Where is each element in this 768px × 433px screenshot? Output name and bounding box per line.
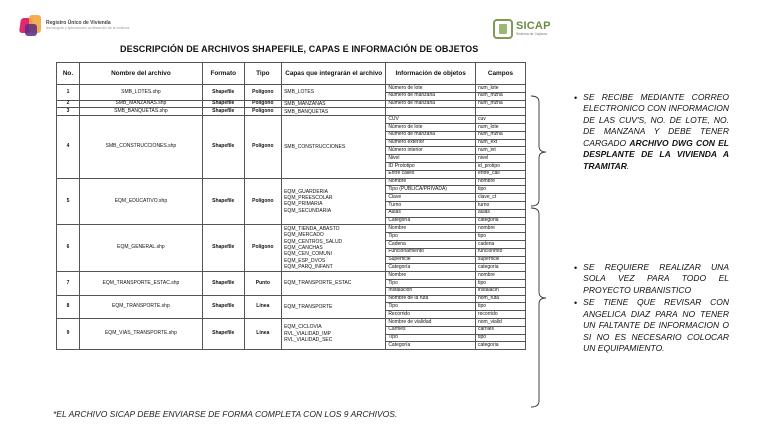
notes-proyecto [574,262,729,355]
field-name: carriles [475,326,525,334]
object-info: Nombre [386,272,476,280]
file-format: Shapefile [202,116,244,178]
table-header-row [57,63,526,85]
layer-name: EQM_ESP_DVOS [284,257,326,264]
field-name: tipo [475,334,525,342]
object-info: Superficie [386,256,476,264]
table-body [57,85,526,350]
field-name: tipo [475,303,525,311]
geometry-type: Polígono [244,225,282,272]
layer-name: SMB_MANZANAS [284,100,326,107]
object-info: Funcionamiento [386,248,476,256]
field-name: tipo [475,186,525,194]
file-name: SMB_MANZANAS.shp [79,100,202,108]
object-info [386,108,476,116]
layer-name: EQM_PARQ_INFANT [284,264,333,271]
layers-cell [282,100,386,108]
layer-name: EQM_CENTROS_SALUD [284,238,343,245]
object-info: Instalación [386,287,476,295]
layers-cell [282,85,386,101]
row-number: 6 [57,225,80,272]
field-name: funcionmto [475,248,525,256]
file-format: Shapefile [202,225,244,272]
document-title: DESCRIPCIÓN DE ARCHIVOS SHAPEFILE, CAPAS E INFORMACIÓN DE OBJETOS [120,44,479,54]
object-info: Aulas [386,209,476,217]
header-formato: Formato [202,63,244,85]
header-objetos: Información de objetos [386,63,476,85]
layer-name: EQM_PRIMARIA [284,201,323,208]
object-info: Nivel [386,155,476,163]
object-info: Número de manzana [386,100,476,108]
object-info: Número de lote [386,85,476,93]
object-info: Número interior [386,147,476,155]
field-name: num_ext [475,139,525,147]
ruv-logo [20,15,129,37]
object-info: Número exterior [386,139,476,147]
row-number: 7 [57,272,80,295]
ruv-logo-text: Registro Único de Vivienda [46,20,111,27]
field-name: instalacin [475,287,525,295]
row-number: 4 [57,116,80,178]
object-info: CUV [386,116,476,124]
bullet-icon: • [574,263,578,273]
object-info: Tipo (PÚBLICA/PRIVADA) [386,186,476,194]
field-name: superficie [475,256,525,264]
layer-name: EQM_GUARDERIA [284,188,328,195]
field-name: num_mzna [475,131,525,139]
object-info: Número de manzana [386,131,476,139]
table-row [57,108,526,116]
field-name: nombre [475,272,525,280]
shapefile-table [56,62,526,350]
object-info: Cadena [386,240,476,248]
geometry-type: Línea [244,318,282,349]
table-row [57,225,526,233]
field-name: tipo [475,279,525,287]
row-number: 9 [57,318,80,349]
row-number: 8 [57,295,80,318]
field-name: num_mzna [475,100,525,108]
object-info: Tipo [386,279,476,287]
field-name: categoria [475,217,525,225]
geometry-type: Línea [244,295,282,318]
object-info: Turno [386,201,476,209]
object-info: Nombre [386,225,476,233]
layer-name: SMB_LOTES [284,89,315,96]
object-info: Tipo [386,233,476,241]
layer-name: RVL_VIALIDAD_IMP [284,330,331,337]
file-format: Shapefile [202,295,244,318]
object-info: ID Prototipo [386,162,476,170]
bullet-icon: • [574,93,578,103]
object-info: Clave [386,194,476,202]
file-name: EQM_TRANSPORTE_ESTAC.shp [79,272,202,295]
geometry-type: Punto [244,272,282,295]
field-name: num_mzna [475,92,525,100]
layer-name: EQM_CICLOVIA [284,324,322,331]
file-format: Shapefile [202,178,244,225]
layer-name: EQM_MERCADO [284,232,324,239]
ruv-logo-subtext: tecnologías y aplicaciones al desarrollo de la vivienda [46,26,130,31]
bracket-top [531,96,546,206]
field-name: id_protipo [475,162,525,170]
layer-name: EQM_PREESCOLAR [284,195,333,202]
field-name: nombre [475,178,525,186]
row-number: 1 [57,85,80,101]
layer-name: SMB_BANQUETAS [284,108,329,115]
field-name: tipo [475,233,525,241]
table-row [57,178,526,186]
object-info: Nombre de la ruta [386,295,476,303]
layer-name: RVL_VIALIDAD_SEC [284,337,333,344]
object-info: Categoría [386,217,476,225]
layer-name: EQM_CANCHAS [284,245,323,252]
field-name: entre_call [475,170,525,178]
layer-name: EQM_SECUNDARIA [284,207,332,214]
field-name: num_lote [475,85,525,93]
layer-name: SMB_CONSTRUCCIONES [284,143,346,150]
field-name: clave_ct [475,194,525,202]
object-info: Entre calles [386,170,476,178]
row-number: 5 [57,178,80,225]
header-campos: Campos [475,63,525,85]
layers-cell [282,108,386,116]
note-correo-electronico [574,92,729,172]
field-name: turno [475,201,525,209]
layers-cell [282,178,386,225]
object-info: Nombre [386,178,476,186]
object-info: Nombre de vialidad [386,318,476,326]
field-name: cuv [475,116,525,124]
object-info: Tipo [386,303,476,311]
file-name: EQM_VIAS_TRANSPORTE.shp [79,318,202,349]
file-name: SMB_BANQUETAS.shp [79,108,202,116]
field-name: nom_vialid [475,318,525,326]
bracket-bottom [531,208,546,407]
object-info: Carriles [386,326,476,334]
note-2-text: SE REQUIERE REALIZAR UNA SOLA VEZ PARA TODO EL PROYECTO URBANISTICO [583,262,729,295]
geometry-type: Polígono [244,85,282,101]
header-capas: Capas que integrarán el archivo [282,63,386,85]
layers-cell [282,318,386,349]
header-no: No. [57,63,80,85]
table-row [57,100,526,108]
field-name: nivel [475,155,525,163]
bullet-icon: • [574,298,578,309]
table-row [57,85,526,93]
file-format: Shapefile [202,85,244,101]
file-name: EQM_TRANSPORTE.shp [79,295,202,318]
layers-cell [282,272,386,295]
field-name: nom_ruta [475,295,525,303]
sicap-logo-icon [493,19,513,39]
object-info: Tipo [386,334,476,342]
note-1-text: SE RECIBE MEDIANTE CORREO ELECTRONICO CON INFORMACION DE LAS CUV'S, NO. DE LOTE, NO. DE MANZANA Y DEBE TENER CARGADO [583,92,729,148]
file-name: SMB_LOTES.shp [79,85,202,101]
file-format: Shapefile [202,272,244,295]
geometry-type: Polígono [244,108,282,116]
geometry-type: Polígono [244,100,282,108]
object-info: Categoría [386,342,476,350]
field-name: categoria [475,264,525,272]
sicap-logo [493,19,551,39]
note-1-end: . [626,160,630,171]
table-row [57,116,526,124]
layers-cell [282,225,386,272]
field-name: num_int [475,147,525,155]
grouping-brackets [530,80,560,410]
row-number: 3 [57,108,80,116]
field-name [475,108,525,116]
ruv-logo-icon [20,15,42,37]
object-info: Número de manzana [386,92,476,100]
layers-cell [282,295,386,318]
footnote: *EL ARCHIVO SICAP DEBE ENVIARSE DE FORMA COMPLETA CON LOS 9 ARCHIVOS. [53,409,398,419]
note-3-text: SE TIENE QUE REVISAR CON ANGELICA DIAZ PARA NO TENER UN FALTANTE DE INFORMACION O SI NO ES NECESARIO COLOCAR UN EQUIPAMIENTO. [583,297,729,354]
sicap-logo-subtext: Sistema de Captura [516,32,547,37]
sicap-logo-text: SICAP [516,20,551,33]
header-tipo: Tipo [244,63,282,85]
table-row [57,295,526,303]
field-name: categoria [475,342,525,350]
field-name: aulas [475,209,525,217]
file-name: SMB_CONSTRUCCIONES.shp [79,116,202,178]
field-name: nombre [475,225,525,233]
table-row [57,318,526,326]
layers-cell [282,116,386,178]
field-name: cadena [475,240,525,248]
geometry-type: Polígono [244,116,282,178]
header-nombre: Nombre del archivo [79,63,202,85]
note-1-bold: ARCHIVO DWG CON EL DESPLANTE DE LA VIVIENDA A TRAMITAR [583,137,729,171]
geometry-type: Polígono [244,178,282,225]
file-format: Shapefile [202,318,244,349]
layer-name: EQM_TIENDA_ABASTO [284,225,340,232]
file-name: EQM_GENERAL.shp [79,225,202,272]
layer-name: EQM_CEN_COMUNI [284,251,332,258]
layer-name: EQM_TRANSPORTE_ESTAC [284,280,352,287]
layer-name: EQM_TRANSPORTE [284,303,333,310]
row-number: 2 [57,100,80,108]
field-name: num_lote [475,123,525,131]
object-info: Categoría [386,264,476,272]
file-format: Shapefile [202,100,244,108]
file-format: Shapefile [202,108,244,116]
field-name: recorrido [475,311,525,319]
object-info: Recorrido [386,311,476,319]
file-name: EQM_EDUCATIVO.shp [79,178,202,225]
table-row [57,272,526,280]
object-info: Número de lote [386,123,476,131]
